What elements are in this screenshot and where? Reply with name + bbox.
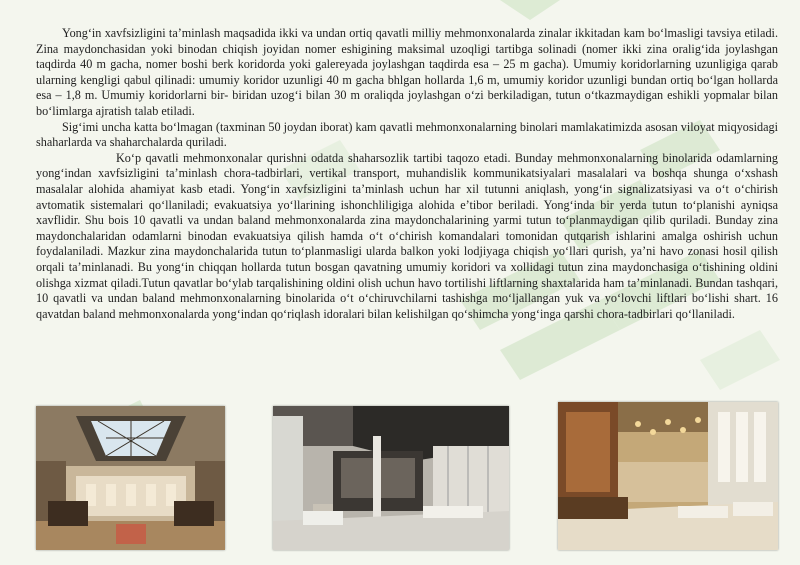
photo-lobby-bar bbox=[558, 402, 778, 550]
paragraph-3: Ko‘p qavatli mehmonxonalar qurishni odatda shaharsozlik tartibi taqozo etadi. Bunday mehmonxonalarning binolarida odamlarning yong‘indan xavfsizligini ta’minlash chora-tadbirlari, vertikal transport, muhandislik kommunikatsiyalari masalalari va boshqa shunga o‘xshash masalalar alohida ahamiyat kasb etadi. Yong‘in xavfsizligini ta’minlash uchun har xil tutunni aniqlash, yong‘in signalizatsiyasi va o‘t o‘chirish avtomatik sistemalari qo‘llaniladi; evakuatsiya yo‘llarining ishonchliligiga alohida e’tibor beriladi. Yong‘inda bir yerda tutun to‘planishi ayniqsa xavflidir. Shu bois 10 qavatli va undan baland mehmonxonalarda zina maydonchalarining yarmi tutun to‘planmaydigan qilib quriladi. Bunday zina maydonchalaridan odamlarni binodan evakuatsiya qilish hamda o‘t o‘chirish komandalari tomonidan qutqarish ishlarini amalga oshirish uchun foydalaniladi. Mazkur zina maydonchalarida tutun to‘planmasligi ularda balkon yoki lodjiyaga chiqish yo‘llari qurish, ya’ni havo zonasi hosil qilish orqali ta’minlanadi. Bu yong‘in chiqqan hollarda tutun bosgan qavatning umumiy koridori va xollidagi tutun zina maydonchasiga o‘tishining oldini olishga xizmat qiladi.Tutun qavatlar bo‘ylab tarqalishining oldini olish uchun havo tortilishi liftlarning shaxtalarida ham ta’minlanadi. Bundan tashqari, 10 qavatli va undan baland mehmonxonalarning binolarida o‘t o‘chiruvchilarni tashishga mo‘ljallangan yuk va yo‘lovchi liftlari bo‘lishi shart. 16 qavatdan baland mehmonxonalarda yong‘indan qo‘riqlash idoralari bilan kelishilgan qo‘shimcha yong‘inga qarshi chora-tadbirlari qo‘llaniladi. bbox=[36, 150, 778, 321]
body-text bbox=[36, 26, 778, 322]
photo-row bbox=[0, 402, 800, 552]
paragraph-1: Yong‘in xavfsizligini ta’minlash maqsadida ikki va undan ortiq qavatli milliy mehmonxonalarda zinalar ikkitadan kam bo‘lmasligi tavsiya etiladi. Zina maydonchasidan yoki binodan chiqish joyidan nomer eshigining maksimal uzoqligi tartibga solinadi (nomer ikki zina oralig‘ida joylashgan taqdirda 40 m gacha, nomer boshi berk koridorda yoki galereyada joylashgan taqdirda esa – 25 m gacha). Umumiy koridorlarning uzunligiga qarab ularning kengligi qabul qilinadi: umumiy koridor uzunligi 40 m gacha bhlgan hollarda 1,6 m, umumiy koridor uzunligi bundan ortiq bo‘lgan hollarda esa – 1,8 m. Umumiy koridorlarni bir- biridan uzog‘i bilan 30 m oraliqda joylashgan o‘zi berkiladigan, tutun o‘tkazmaydigan eshikli yopmalar bilan bo‘limlarga ajratish talab etiladi. bbox=[36, 26, 778, 118]
photo-atrium bbox=[36, 406, 225, 550]
paragraph-2: Sig‘imi uncha katta bo‘lmagan (taxminan 50 joydan iborat) kam qavatli mehmonxonalarning binolari mamlakatimizda asosan viloyat miqyosidagi shaharlarda va shaharchalarda quriladi. bbox=[36, 119, 778, 150]
photo-lobby bbox=[273, 406, 509, 550]
